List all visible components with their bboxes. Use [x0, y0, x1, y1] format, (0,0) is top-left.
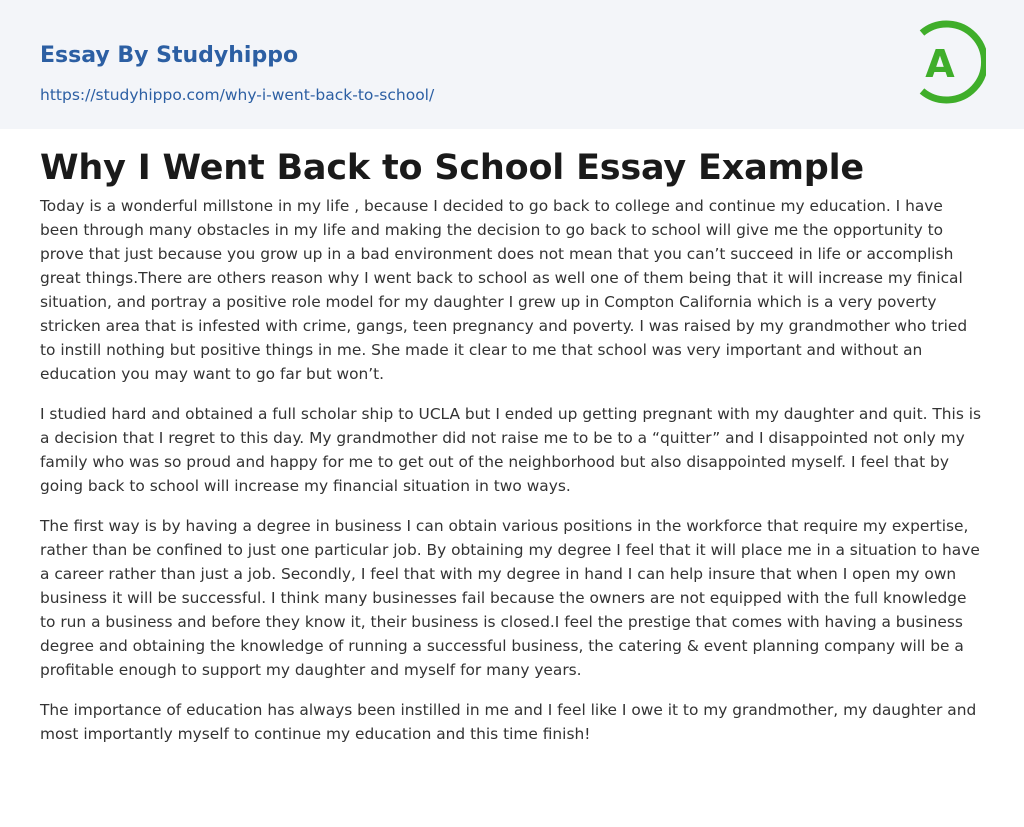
logo-svg — [912, 19, 986, 105]
source-url-link[interactable]: https://studyhippo.com/why-i-went-back-to-school/ — [40, 86, 435, 104]
essay-paragraph: The importance of education has always been instilled in me and I feel like I owe it to my grandmother, my daughter and most importantly myself to continue my education and this time finish! — [40, 701, 977, 743]
brand-title[interactable]: Essay By Studyhippo — [40, 43, 299, 68]
essay-paragraph: I studied hard and obtained a full scholar ship to UCLA but I ended up getting pregnant with my daughter and quit. This is a decision that I regret to this day. My grandmother did not raise me to be to a “quitter” and I disappointed not only my family who was so proud and happy for me to get out of the neighborhood but also disappointed myself. I feel that by going back to school will increase my financial situation in two ways. — [40, 405, 982, 495]
page-title: Why I Went Back to School Essay Example — [40, 148, 864, 188]
essay-body — [40, 194, 985, 762]
essay-paragraph: Today is a wonderful millstone in my life , because I decided to go back to college and continue my education. I have been through many obstacles in my life and making the decision to go back to school will give me the opportunity to prove that just because you grow up in a bad environment does not mean that you can’t succeed in life or accomplish great things.There are others reason why I went back to school as well one of them being that it will increase my finical situation, and portray a positive role model for my daughter I grew up in Compton California which is a very poverty stricken area that is infested with crime, gangs, teen pregnancy and poverty. I was raised by my grandmother who tried to instill nothing but positive things in me. She made it clear to me that school was very important and without an education you may want to go far but won’t. — [40, 197, 968, 383]
logo-letter: A — [925, 42, 955, 86]
site-header — [0, 0, 1024, 129]
circle-a-logo-icon[interactable] — [912, 19, 986, 105]
essay-paragraph: The first way is by having a degree in business I can obtain various positions in the workforce that require my expertise, rather than be confined to just one particular job. By obtaining my degree I feel that it will place me in a situation to have a career rather than just a job. Secondly, I feel that with my degree in hand I can help insure that when I open my own business it will be successful. I think many businesses fail because the owners are not equipped with the full knowledge to run a business and before they know it, their business is closed.I feel the prestige that comes with having a business degree and obtaining the knowledge of running a successful business, the catering & event planning company will be a profitable enough to support my daughter and myself for many years. — [40, 517, 980, 679]
